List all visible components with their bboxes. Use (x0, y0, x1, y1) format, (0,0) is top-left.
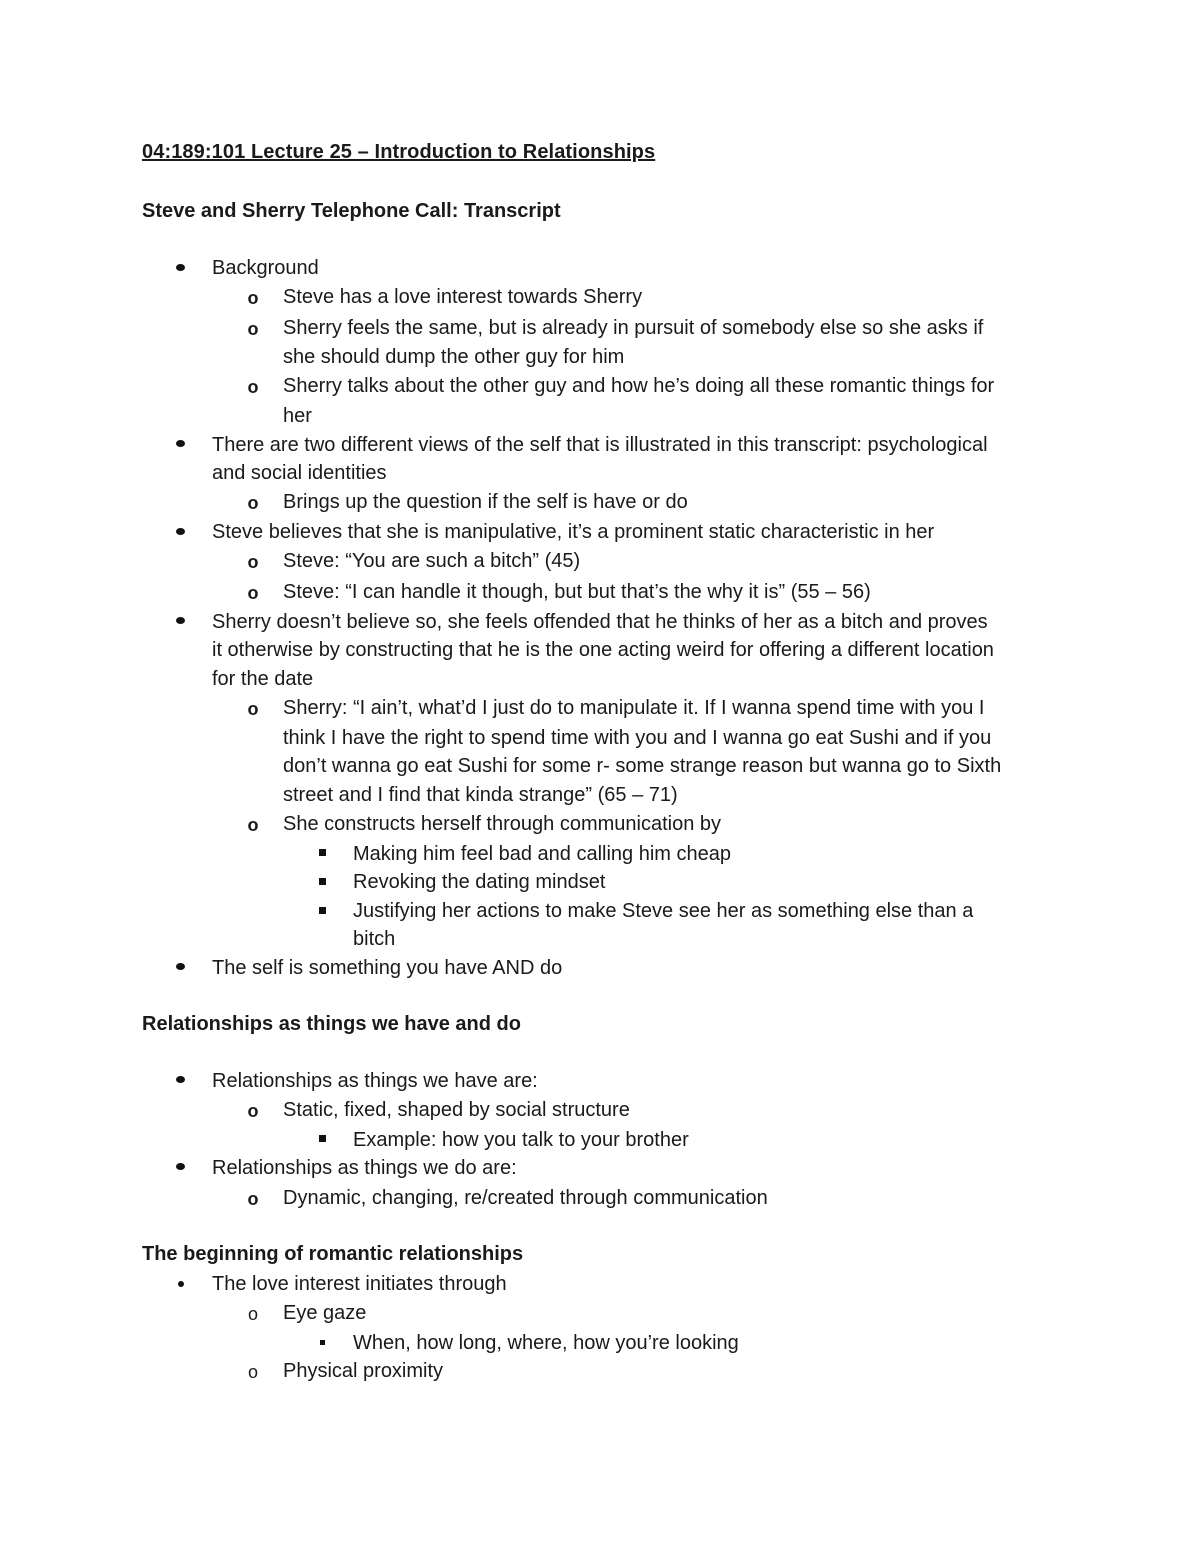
list-item: her (283, 405, 312, 427)
list-item: Relationships as things we do are: (212, 1157, 517, 1179)
list-item: Steve believes that she is manipulative, it’s a prominent static characteristic in her (212, 521, 935, 543)
circle-bullet-icon: o (247, 583, 259, 603)
circle-bullet-icon: o (247, 288, 259, 308)
section-heading-relationships: Relationships as things we have and do (142, 1013, 521, 1035)
list-item: Static, fixed, shaped by social structure (283, 1099, 630, 1121)
list-item: don’t wanna go eat Sushi for some r- some strange reason but wanna go to Sixth (283, 755, 1002, 777)
list-item: Eye gaze (283, 1302, 367, 1324)
list-item: and social identities (212, 462, 387, 484)
list-item: Background (212, 257, 319, 279)
list-item: The love interest initiates through (212, 1273, 507, 1295)
list-item: bitch (353, 928, 396, 950)
bullet-icon (176, 1163, 185, 1170)
circle-bullet-icon: o (247, 1304, 258, 1324)
list-item: Brings up the question if the self is have or do (283, 491, 688, 513)
list-item: She constructs herself through communication by (283, 813, 721, 835)
list-item: Relationships as things we have are: (212, 1070, 538, 1092)
circle-bullet-icon: o (247, 319, 259, 339)
list-item: The self is something you have AND do (212, 957, 563, 979)
list-item: Sherry talks about the other guy and how he’s doing all these romantic things for (283, 375, 995, 397)
list-item: think I have the right to spend time with you and I wanna go eat Sushi and if you (283, 727, 992, 749)
circle-bullet-icon: o (247, 815, 259, 835)
square-bullet-icon (319, 907, 326, 914)
list-item: Example: how you talk to your brother (353, 1129, 689, 1151)
list-item: street and I find that kinda strange” (65 – 71) (283, 784, 678, 806)
square-bullet-icon (319, 878, 326, 885)
list-item: it otherwise by constructing that he is the one acting weird for offering a different location (212, 639, 994, 661)
square-bullet-icon (319, 849, 326, 856)
section-heading-romantic: The beginning of romantic relationships (142, 1243, 524, 1265)
list-item: Sherry feels the same, but is already in pursuit of somebody else so she asks if (283, 317, 984, 339)
circle-bullet-icon: o (247, 1189, 259, 1209)
list-item: Dynamic, changing, re/created through communication (283, 1187, 768, 1209)
bullet-icon (176, 440, 185, 447)
bullet-icon (176, 528, 185, 535)
list-item: for the date (212, 668, 314, 690)
list-item: Making him feel bad and calling him cheap (353, 843, 731, 865)
bullet-icon (176, 617, 185, 624)
list-item: Steve: “You are such a bitch” (45) (283, 550, 581, 572)
section-heading-transcript: Steve and Sherry Telephone Call: Transcript (142, 200, 561, 222)
square-bullet-icon (319, 1135, 326, 1142)
bullet-icon (176, 963, 185, 970)
circle-bullet-icon: o (247, 493, 259, 513)
bullet-icon (178, 1281, 184, 1287)
circle-bullet-icon: o (247, 699, 259, 719)
list-item: Justifying her actions to make Steve see her as something else than a (353, 900, 974, 922)
list-item: she should dump the other guy for him (283, 346, 625, 368)
page-title: 04:189:101 Lecture 25 – Introduction to Relationships (142, 141, 656, 163)
square-bullet-icon (320, 1340, 325, 1345)
circle-bullet-icon: o (247, 377, 259, 397)
list-item: Revoking the dating mindset (353, 871, 606, 893)
list-item: Sherry: “I ain’t, what’d I just do to manipulate it. If I wanna spend time with you I (283, 697, 985, 719)
list-item: When, how long, where, how you’re looking (353, 1332, 739, 1354)
list-item: Physical proximity (283, 1360, 444, 1382)
list-item: Steve: “I can handle it though, but but that’s the why it is” (55 – 56) (283, 581, 871, 603)
list-item: Sherry doesn’t believe so, she feels offended that he thinks of her as a bitch and proves (212, 611, 988, 633)
circle-bullet-icon: o (247, 1362, 258, 1382)
list-item: There are two different views of the self that is illustrated in this transcript: psychological (212, 434, 988, 456)
bullet-icon (176, 264, 185, 271)
circle-bullet-icon: o (247, 552, 259, 572)
bullet-icon (176, 1076, 185, 1083)
list-item: Steve has a love interest towards Sherry (283, 286, 643, 308)
circle-bullet-icon: o (247, 1101, 259, 1121)
